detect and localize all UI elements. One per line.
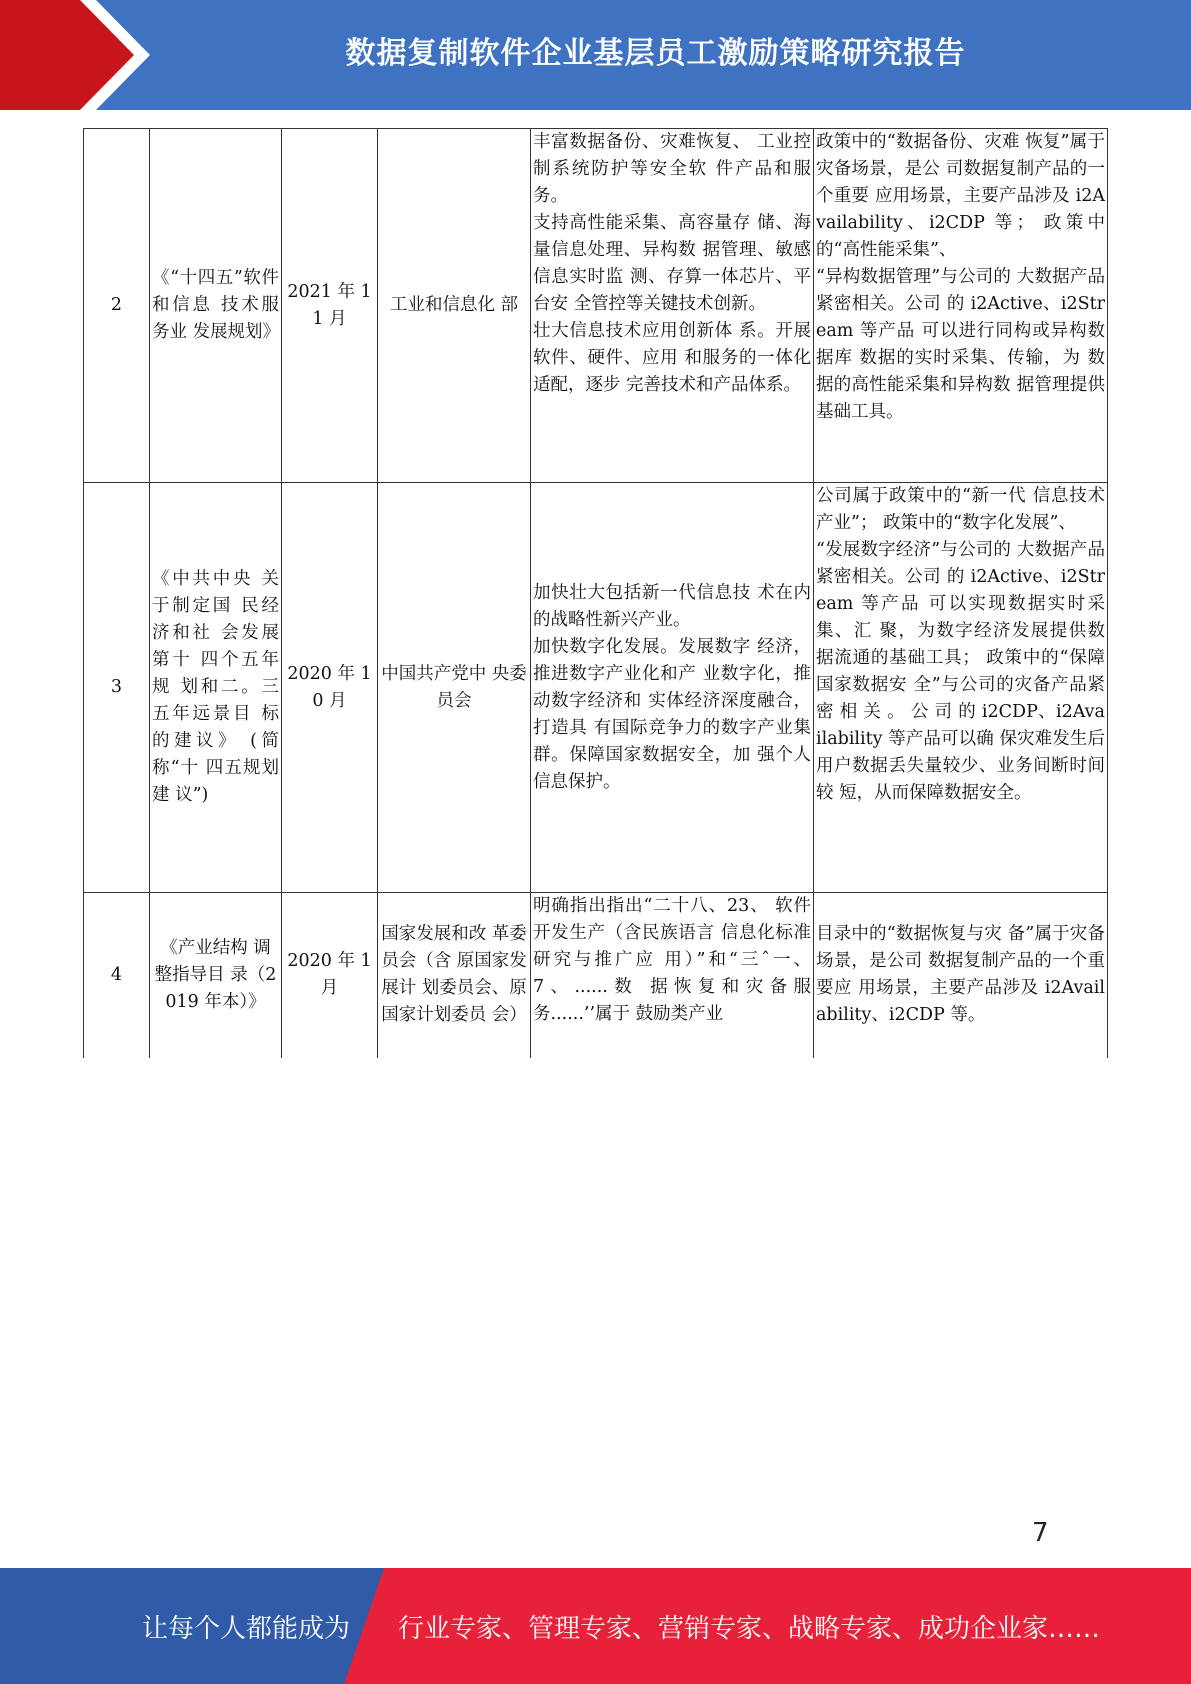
- footer-slogan-left: 让每个人都能成为: [142, 1613, 351, 1644]
- relevance-paragraph: 公司属于政策中的“新一代 信息技术产业”； 政策中的“数字化发展”、: [816, 486, 1105, 533]
- content-paragraph: 明确指出指出“二十八、23、 软件开发生产（含民族语言 信息化标准研究与推广应 用）”和“三ˆ一、7、......数 据恢复和灾备服务......’’属于 鼓励类产业: [533, 896, 811, 1024]
- row-number: 2: [84, 129, 150, 483]
- row-number: 4: [84, 893, 150, 1058]
- issue-date: 2020 年 10 月: [282, 483, 378, 893]
- relevance-paragraph: 政策中的“数据备份、灾难 恢复”属于灾备场景，是公 司数据复制产品的一个重要 应用场景，主要产品涉及 i2Availability、i2CDP 等； 政策中的“高性能采集”、: [816, 132, 1105, 260]
- policy-name: 《“十四五”软件和信息 技术服务业 发展规划》: [150, 129, 282, 483]
- policy-name: 《中共中央 关于制定国 民经济和社 会发展第十 四个五年规 划和二。三五年远景目 标的建议》 (简称“十 四五规划建 议”): [150, 483, 282, 893]
- page-header: [0, 0, 1191, 110]
- relevance-paragraph: 目录中的“数据恢复与灾 备”属于灾备场景，是公司 数据复制产品的一个重要应 用场景，主要产品涉及 i2Availability、i2CDP 等。: [816, 924, 1105, 1026]
- policy-name: 《产业结构 调整指导目 录（2019 年本）》: [150, 893, 282, 1058]
- row-number: 3: [84, 483, 150, 893]
- page-number: 7: [1032, 1518, 1049, 1548]
- policy-content: [531, 483, 814, 893]
- content-paragraph: 支持高性能采集、高容量存 储、海量信息处理、异构数 据管理、敏感信息实时监 测、存算一体芯片、平台安 全管控等关键技术创新。: [533, 213, 811, 314]
- page-footer: [0, 1568, 1191, 1684]
- header-chevron-icon: [0, 0, 160, 110]
- content-paragraph: 壮大信息技术应用创新体 系。开展软件、硬件、应用 和服务的一体化适配，逐步 完善技术和产品体系。: [533, 321, 811, 395]
- issuing-department: 国家发展和改 革委员会（含 原国家发展计 划委员会、原 国家计划委员 会）: [378, 893, 531, 1058]
- relevance-paragraph: “异构数据管理”与公司的 大数据产品紧密相关。公司 的 i2Active、i2Stream 等产品 可以进行同构或异构数据库 数据的实时采集、传输，为 数据的高性能采集和异构数 据管理提供基础工具。: [816, 267, 1105, 422]
- policy-content: [531, 893, 814, 1058]
- issue-date: 2020 年 1 月: [282, 893, 378, 1058]
- relevance-paragraph: “发展数字经济”与公司的 大数据产品紧密相关。公司 的 i2Active、i2Stream 等产品 可以实现数据实时采集、汇 聚，为数字经济发展提供数 据流通的基础工具； 政策中的“保障国家数据安 全”与公司的灾备产品紧密 相 关 。 公 司 的 i2CDP、i2Availability 等产品可以确 保灾难发生后用户数据丢失量较少、业务间断时间较 短，从而保障数据安全。: [816, 540, 1105, 803]
- content-paragraph: 丰富数据备份、灾难恢复、 工业控制系统防护等安全软 件产品和服务。: [533, 132, 811, 206]
- table-row: [84, 129, 1108, 483]
- issue-date: 2021 年 11 月: [282, 129, 378, 483]
- content-paragraph: 加快壮大包括新一代信息技 术在内的战略性新兴产业。: [533, 582, 811, 630]
- company-relevance: [814, 129, 1108, 483]
- page-title: 数据复制软件企业基层员工激励策略研究报告: [345, 36, 966, 71]
- company-relevance: [814, 483, 1108, 893]
- table-row: [84, 483, 1108, 893]
- table-row: [84, 893, 1108, 1058]
- policy-table: [83, 128, 1108, 1058]
- issuing-department: 工业和信息化 部: [378, 129, 531, 483]
- content-paragraph: 加快数字化发展。发展数字 经济，推进数字产业化和产 业数字化，推动数字经济和 实体经济深度融合，打造具 有国际竞争力的数字产业集 群。保障国家数据安全，加 强个人信息保护。: [533, 636, 811, 792]
- footer-slogan-right: 行业专家、管理专家、营销专家、战略专家、成功企业家……: [398, 1613, 1101, 1644]
- policy-content: [531, 129, 814, 483]
- company-relevance: [814, 893, 1108, 1058]
- issuing-department: 中国共产党中 央委员会: [378, 483, 531, 893]
